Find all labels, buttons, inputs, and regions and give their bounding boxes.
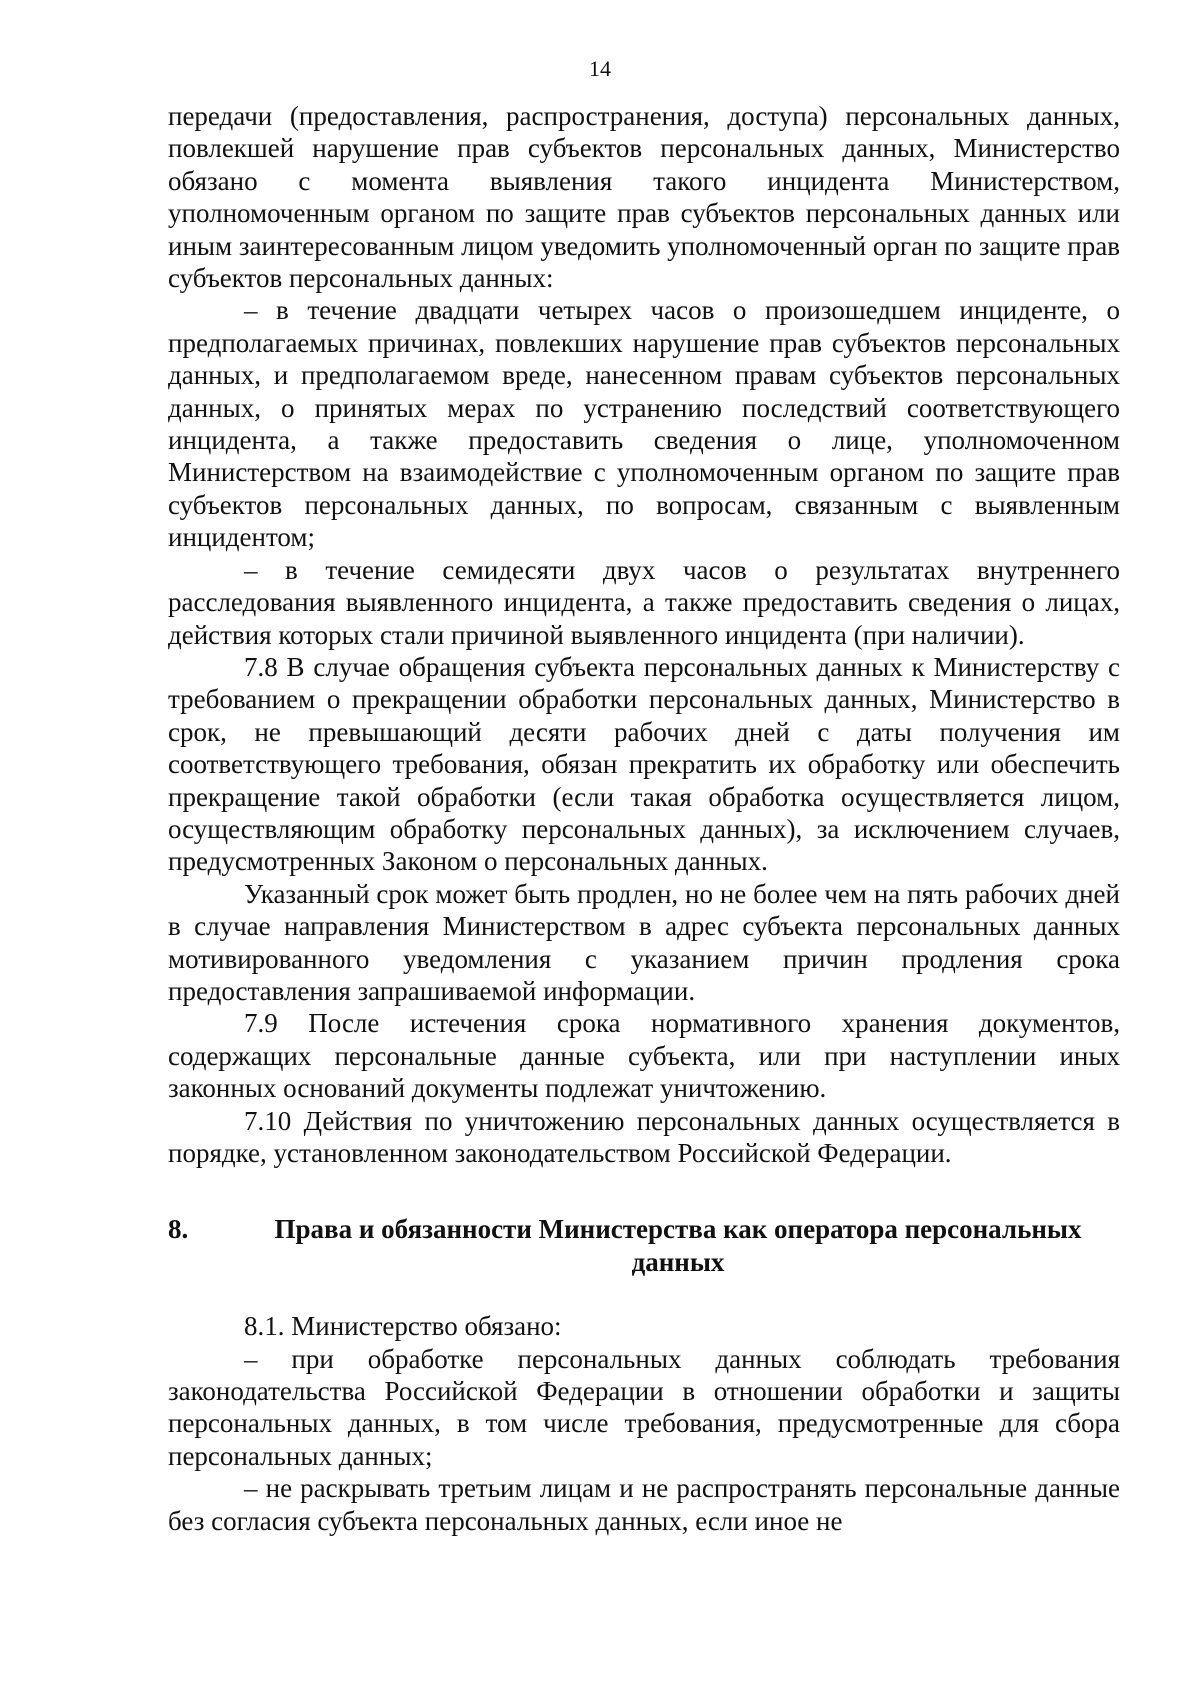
paragraph-comply-requirements: – при обработке персональных данных соблюдать требования законодательства Российской Федерации в отношении обработки и защиты персональных данных, в том числе требования, предусмотренные для сбора персональных данных; <box>168 1343 1120 1471</box>
section-number: 8. <box>168 1214 189 1245</box>
paragraph-term-extension: Указанный срок может быть продлен, но не более чем на пять рабочих дней в случае направления Министерством в адрес субъекта персональных данных мотивированного уведомления с указанием причин продления срока предоставления запрашиваемой информации. <box>168 878 1120 1006</box>
paragraph-7-9: 7.9 После истечения срока нормативного хранения документов, содержащих персональные данные субъекта, или при наступлении иных законных оснований документы подлежат уничтожению. <box>168 1008 1120 1104</box>
section-heading <box>168 1213 1120 1278</box>
paragraph-72-hours: – в течение семидесяти двух часов о результатах внутреннего расследования выявленного инцидента, а также предоставить сведения о лицах, действия которых стали причиной выявленного инцидента (при наличии). <box>168 554 1120 650</box>
paragraph-7-8: 7.8 В случае обращения субъекта персональных данных к Министерству с требованием о прекращении обработки персональных данных, Министерство в срок, не превышающий десяти рабочих дней с даты получения им соответствующего требования, обязан прекратить их обработку или обеспечить прекращение такой обработки (если такая обработка осуществляется лицом, осуществляющим обработку персональных данных), за исключением случаев, предусмотренных Законом о персональных данных. <box>168 651 1120 877</box>
paragraph-24-hours: – в течение двадцати четырех часов о произошедшем инциденте, о предполагаемых причинах, повлекших нарушение прав субъектов персональных данных, и предполагаемом вреде, нанесенном правам субъектов персональных данных, о принятых мерах по устранению последствий соответствующего инцидента, а также предоставить сведения о лице, уполномоченном Министерством на взаимодействие с уполномоченным органом по защите прав субъектов персональных данных, по вопросам, связанным с выявленным инцидентом; <box>168 295 1120 553</box>
paragraph-incident-intro: передачи (предоставления, распространения, доступа) персональных данных, повлекшей нарушение прав субъектов персональных данных, Министерство обязано с момента выявления такого инцидента Министерством, уполномоченным органом по защите прав субъектов персональных данных или иным заинтересованным лицом уведомить уполномоченный орган по защите прав субъектов персональных данных: <box>168 101 1120 294</box>
page-number: 14 <box>589 56 611 81</box>
page-content <box>168 100 1120 1537</box>
paragraph-8-1: 8.1. Министерство обязано: <box>244 1311 562 1342</box>
section-title: Права и обязанности Министерства как оператора персональных данных <box>274 1214 1082 1277</box>
paragraph-no-disclosure: – не раскрывать третьим лицам и не распространять персональные данные без согласия субъекта персональных данных, если иное не <box>168 1473 1120 1536</box>
paragraph-7-10: 7.10 Действия по уничтожению персональных данных осуществляется в порядке, установленном законодательством Российской Федерации. <box>168 1105 1120 1168</box>
